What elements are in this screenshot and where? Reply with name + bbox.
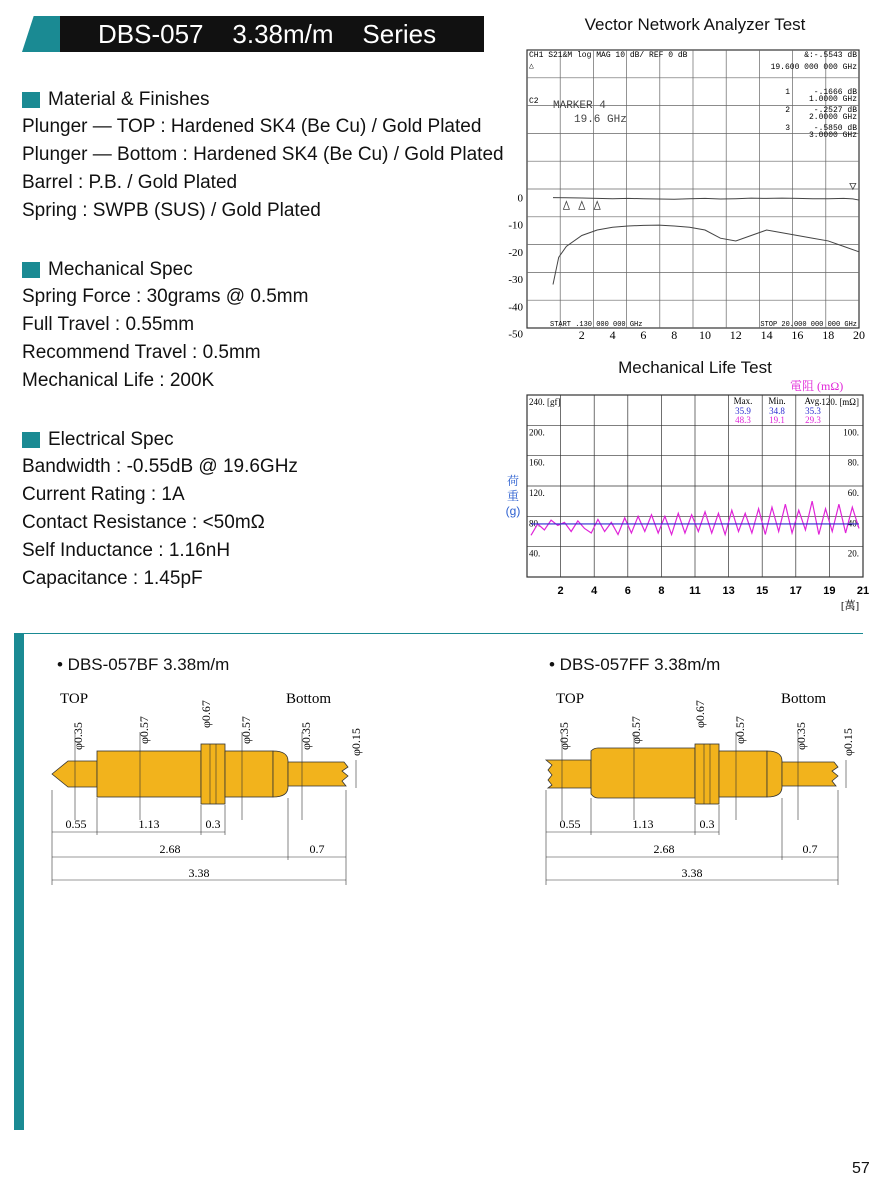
life-stat-force: 48.3 (735, 415, 751, 425)
material-title-text: Material & Finishes (48, 89, 210, 110)
life-y-left-ticks (529, 397, 561, 559)
vna-y-tick: -30 (508, 274, 523, 287)
vna-marker-freq: 3.0000 GHz (808, 131, 857, 140)
drawing-ff (534, 680, 874, 895)
drawing-bottom-label: Bottom (286, 691, 332, 707)
vna-x-tick: 6 (640, 328, 647, 342)
vna-marker-freq: 2.0000 GHz (808, 113, 857, 122)
diam-label: φ0.67 (199, 700, 213, 728)
vna-chart-title: Vector Network Analyzer Test (584, 15, 806, 34)
drawing-bottom-label: Bottom (781, 691, 827, 707)
section-divider (14, 633, 863, 634)
mechanical-line: Recommend Travel : 0.5mm (22, 342, 261, 363)
mechanical-section-title (22, 259, 193, 281)
vna-x-tick: 16 (791, 328, 804, 342)
vna-header-left: CH1 S21&M log MAG 10 dB/ REF 0 dB (529, 51, 688, 60)
drawing-top-label: TOP (556, 691, 585, 707)
electrical-title-text: Electrical Spec (48, 429, 174, 450)
life-y-right-tick: 40. (847, 518, 859, 529)
drawing-top-label: TOP (60, 691, 89, 707)
life-y-right-tick: 20. (847, 548, 859, 559)
section-square-icon (22, 262, 40, 278)
vna-y-ticks (508, 192, 523, 340)
vna-marker-readouts (785, 88, 857, 140)
pin-barrel (591, 748, 695, 798)
electrical-line: Bandwidth : -0.55dB @ 19.6GHz (22, 456, 298, 477)
electrical-line: Contact Resistance : <50mΩ (22, 512, 265, 533)
life-stat-resistance: 35.9 (735, 406, 751, 416)
life-stat-resistance: 34.8 (769, 406, 785, 416)
pin-collar (201, 744, 225, 804)
diam-label: φ0.57 (239, 716, 253, 744)
vna-marker-db: -.2527 dB (813, 106, 857, 115)
life-y-left-tick: 200. (529, 427, 545, 438)
section-square-icon (22, 432, 40, 448)
page-number: 57 (852, 1160, 870, 1177)
life-stat-header: Min. (768, 396, 786, 406)
life-x-tick: 6 (624, 585, 631, 597)
pin-barrel (97, 751, 201, 797)
diam-label: φ0.57 (629, 716, 643, 744)
life-y-right-ticks (821, 397, 859, 559)
vna-x-tick: 10 (699, 328, 711, 342)
material-line: Plunger — Bottom : Hardened SK4 (Be Cu) / Gold Plated (22, 144, 504, 165)
vna-chart (500, 40, 870, 345)
dim-label: 0.3 (205, 817, 221, 831)
life-left-unit-char: 重 (506, 489, 519, 503)
dim-label: 0.3 (699, 817, 715, 831)
life-stat-force: 19.1 (769, 415, 785, 425)
electrical-section-title (22, 429, 174, 451)
life-chart-title: Mechanical Life Test (618, 358, 772, 377)
diam-label: φ0.15 (349, 728, 363, 756)
life-x-ticks (558, 585, 870, 597)
life-x-tick: 13 (722, 585, 735, 597)
dim-label: 0.55 (559, 817, 581, 831)
diam-label: φ0.35 (794, 722, 808, 750)
vna-series-line (553, 225, 859, 284)
material-line: Spring : SWPB (SUS) / Gold Plated (22, 200, 321, 221)
vna-marker-value: 19.6 GHz (574, 114, 627, 126)
material-section-title (22, 89, 210, 111)
side-accent-bar (14, 633, 24, 1130)
life-y-left-tick: 80. (529, 518, 541, 529)
vna-marker-flags (563, 183, 855, 209)
vna-y-tick: -40 (508, 301, 523, 314)
life-y-left-tick: 120. (529, 488, 545, 498)
life-x-tick: 4 (591, 585, 598, 597)
electrical-line: Self Inductance : 1.16nH (22, 540, 231, 561)
dim-label: 2.68 (159, 842, 181, 856)
pin-barrel-lower (719, 751, 767, 797)
life-stats (734, 396, 822, 425)
vna-marker-num: 2 (785, 106, 790, 115)
life-stat-force: 29.3 (805, 415, 821, 425)
vna-marker-flag (594, 201, 600, 209)
diam-label: φ0.35 (299, 722, 313, 750)
vna-y-tick: 0 (517, 192, 523, 205)
pin-bottom-plunger (288, 762, 348, 786)
vna-marker-label: MARKER 4 (553, 100, 606, 112)
life-x-tick: 17 (789, 585, 802, 597)
mechanical-title-text: Mechanical Spec (48, 259, 193, 280)
life-y-right-tick: 120. [mΩ] (821, 397, 859, 407)
life-y-right-tick: 100. (843, 427, 859, 438)
material-lines (22, 113, 504, 225)
drawing-ff-title: • DBS-057FF 3.38m/m (549, 655, 721, 674)
vna-grid (527, 50, 859, 328)
vna-freq-top: 19.600 000 000 GHz (770, 63, 857, 72)
life-x-tick: 19 (823, 585, 836, 597)
life-left-unit-char: 荷 (506, 474, 519, 488)
vna-y-tick: -20 (508, 246, 523, 259)
vna-y-tick: -10 (508, 219, 523, 232)
life-x-tick: 15 (756, 585, 769, 597)
life-x-tick: 21 (856, 585, 870, 597)
life-left-unit-char: (g) (505, 504, 521, 518)
dim-label: 0.7 (802, 842, 818, 856)
life-stat-header: Avg. (804, 396, 822, 406)
vna-series (553, 198, 859, 285)
pin-top-tip (52, 761, 97, 787)
drawing-bf-title: • DBS-057BF 3.38m/m (57, 655, 230, 674)
life-chart (520, 390, 870, 615)
vna-x-tick: 20 (853, 328, 865, 342)
material-line: Barrel : P.B. / Gold Plated (22, 172, 238, 193)
pin-shoulder (273, 751, 288, 797)
pin-top-tip (546, 760, 591, 788)
dim-label: 3.38 (681, 866, 703, 880)
mechanical-lines (22, 283, 308, 395)
page-title: DBS-057 3.38m/m Series (98, 19, 437, 49)
vna-c2-label: C2 (529, 97, 539, 106)
life-y-left-tick: 240. [gf] (529, 397, 561, 407)
dim-label: 1.13 (632, 817, 654, 831)
material-line: Plunger — TOP : Hardened SK4 (Be Cu) / Gold Plated (22, 116, 482, 137)
dim-label: 0.7 (309, 842, 325, 856)
vna-marker-num: 1 (785, 88, 790, 97)
drawing-bf (40, 680, 380, 895)
dim-label: 1.13 (138, 817, 160, 831)
diam-label: φ0.57 (733, 716, 747, 744)
vna-marker-db: -.1666 dB (813, 88, 857, 97)
life-x-tick: 8 (658, 585, 665, 597)
vna-marker-flag (850, 183, 856, 189)
pin-bottom-plunger (782, 762, 838, 786)
vna-x-tick: 12 (729, 328, 742, 342)
vna-x-tick: 2 (578, 328, 585, 342)
diam-label: φ0.35 (557, 722, 571, 750)
section-square-icon (22, 92, 40, 108)
life-y-right-tick: 80. (847, 457, 859, 468)
dim-label: 3.38 (188, 866, 210, 880)
vna-header-right: &:-.5543 dB (804, 51, 857, 60)
life-stat-resistance: 35.3 (805, 406, 821, 416)
vna-start-label: START .130 000 000 GHz (550, 321, 643, 329)
life-y-left-tick: 160. (529, 457, 545, 468)
life-y-right-tick: 60. (847, 488, 859, 498)
life-right-unit: 電阻 (mΩ) (790, 379, 844, 393)
pin-collar (695, 744, 719, 804)
diam-label: φ0.15 (841, 728, 855, 756)
life-x-tick: 11 (689, 585, 701, 597)
dim-label: 0.55 (65, 817, 87, 831)
vna-marker-flag (579, 201, 585, 209)
vna-x-tick: 18 (822, 328, 835, 342)
vna-x-tick: 4 (609, 328, 616, 342)
vna-stop-label: STOP 20.000 000 000 GHz (760, 321, 857, 329)
electrical-lines (22, 453, 298, 593)
vna-x-tick: 8 (671, 328, 678, 342)
electrical-line: Current Rating : 1A (22, 484, 185, 505)
vna-marker-num: 3 (785, 124, 790, 133)
vna-x-tick: 14 (760, 328, 773, 342)
life-stat-header: Max. (733, 396, 753, 406)
diam-label: φ0.57 (137, 716, 151, 744)
pin-barrel-lower (225, 751, 273, 797)
diam-label: φ0.35 (71, 722, 85, 750)
life-x-unit: [萬] (840, 600, 860, 612)
mechanical-line: Full Travel : 0.55mm (22, 314, 195, 335)
dim-label: 2.68 (653, 842, 675, 856)
vna-y-tick: -50 (508, 328, 523, 341)
vna-x-ticks (579, 328, 865, 342)
vna-marker-db: -.5850 dB (813, 124, 857, 133)
vna-series-line (553, 198, 859, 200)
vna-marker-freq: 1.0000 GHz (808, 95, 857, 104)
pin-shoulder (767, 751, 782, 797)
mechanical-line: Spring Force : 30grams @ 0.5mm (22, 286, 309, 307)
vna-delta-icon: △ (529, 62, 534, 71)
mechanical-line: Mechanical Life : 200K (22, 370, 215, 391)
electrical-line: Capacitance : 1.45pF (22, 568, 203, 589)
life-y-left-tick: 40. (529, 548, 541, 559)
diam-label: φ0.67 (693, 700, 707, 728)
vna-marker-flag (563, 201, 569, 209)
life-x-tick: 2 (557, 585, 564, 597)
